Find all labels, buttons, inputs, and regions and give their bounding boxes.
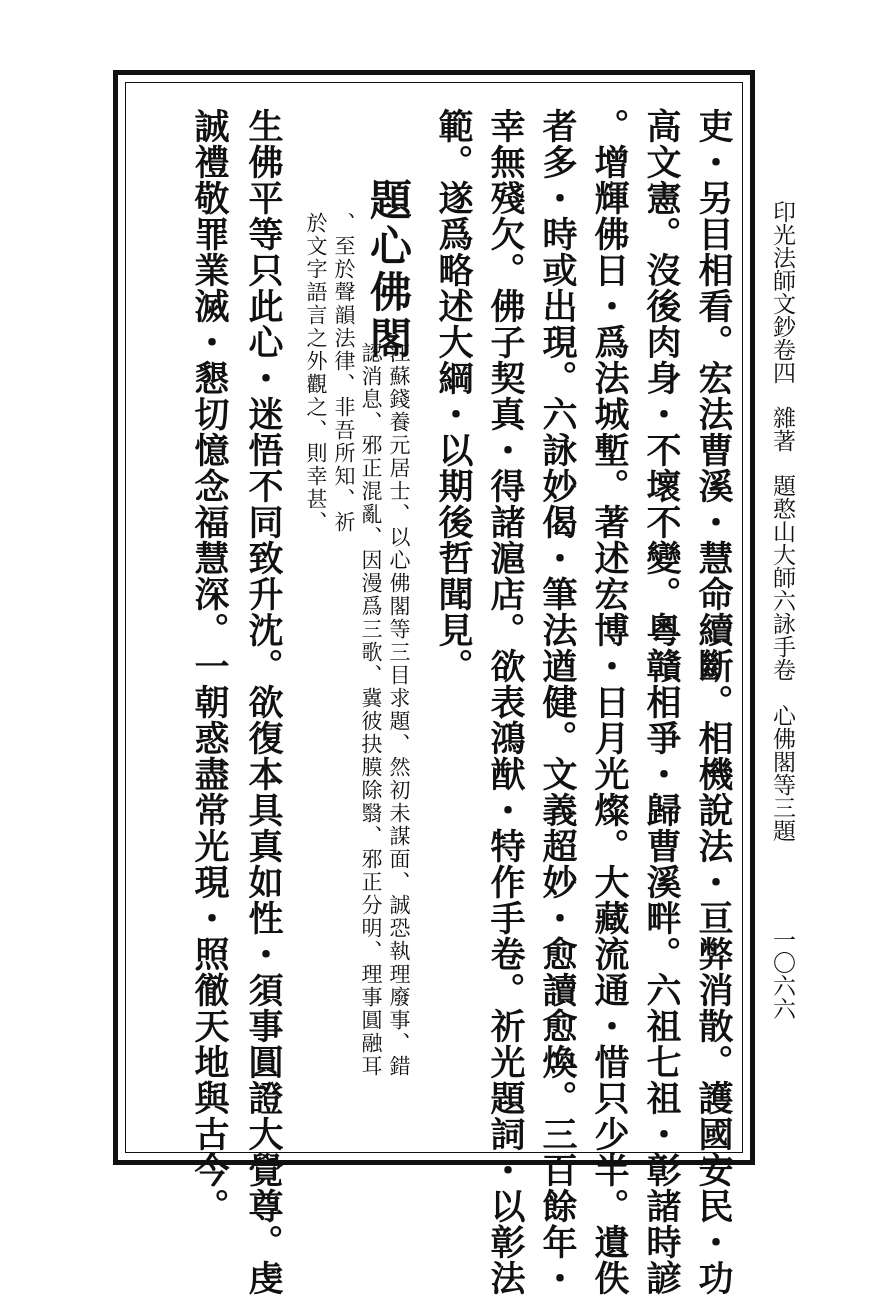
text-column: 幸無殘欠。佛子契真・得諸滬店。欲表鴻猷・特作手卷。祈光題詞・以彰法 — [485, 108, 526, 1296]
text-column: 高文憲。沒後肉身・不壞不變。粵贛相爭・歸曹溪畔。六祖七祖・彰諸時諺 — [641, 108, 682, 1296]
section-name: 雜著 — [769, 406, 795, 452]
preface-line: 、至於聲韻法律、非吾所知、祈 — [332, 212, 356, 534]
text-column: 吏・另目相看。宏法曹溪・慧命續斷。相機說法・亘弊消散。護國安民・功 — [693, 108, 734, 1296]
text-column: 者多・時或出現。六詠妙偈・筆法遒健。文義超妙・愈讀愈煥。三百餘年・ — [537, 108, 578, 1296]
book-title: 印光法師文鈔卷四 — [769, 200, 795, 384]
preface-line: 於文字語言之外觀之、則幸甚、 — [304, 212, 328, 534]
text-column: 。增輝佛日・爲法城塹。著述宏博・日月光燦。大藏流通・惜只少半。遺佚 — [589, 108, 630, 1296]
text-column: 誠禮敬罪業滅・懇切憶念福慧深。一朝惑盡常光現・照徹天地與古今。 — [189, 108, 230, 1224]
running-header — [762, 200, 802, 1020]
page-number: 一〇六六 — [769, 928, 795, 1020]
preface-line: 認消息、邪正混亂、因漫爲三歌、冀彼抉膜除翳、邪正分明、理事圓融耳 — [359, 342, 383, 1078]
text-column: 生佛平等只此心・迷悟不同致升沈。欲復本具真如性・須事圓證大覺尊。虔 — [243, 108, 284, 1296]
subject-title: 題憨山大師六詠手卷 心佛閣等三題 — [769, 474, 795, 842]
essay-title: 題心佛閣 — [364, 178, 413, 362]
preface-line: 江蘇錢養元居士、以心佛閣等三目求題、然初未謀面、誠恐執理廢事、錯 — [387, 342, 411, 1078]
text-column: 範。遂爲略述大綱・以期後哲聞見。 — [433, 108, 474, 684]
